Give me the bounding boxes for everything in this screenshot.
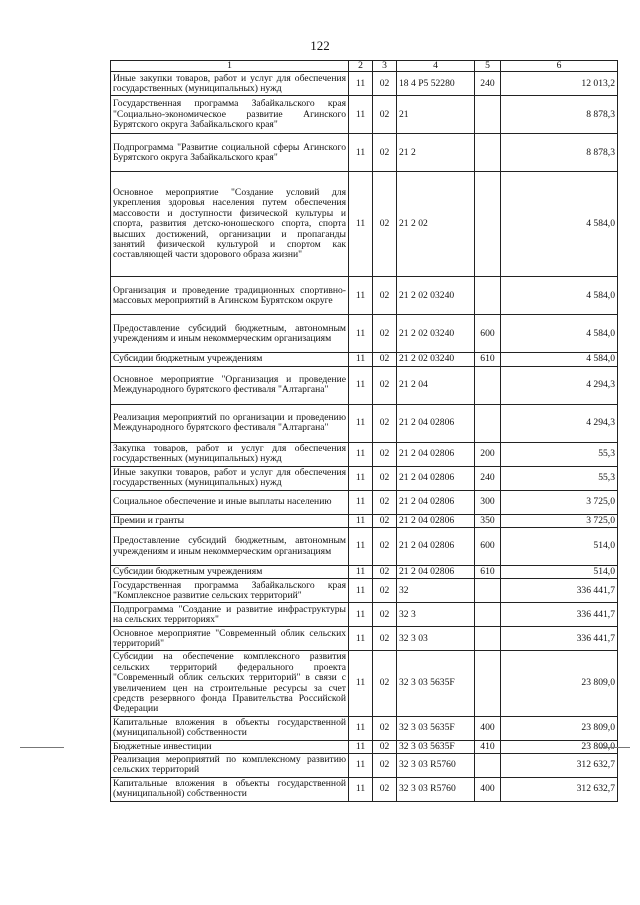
target-article-code: 21 2 02: [397, 172, 475, 277]
expense-type-code: [475, 134, 501, 172]
expense-type-code: [475, 172, 501, 277]
table-row: [111, 277, 618, 315]
table-row: [111, 96, 618, 134]
subsection-code: 02: [373, 603, 397, 627]
section-code: 11: [349, 651, 373, 716]
section-code: 11: [349, 753, 373, 777]
header-row: [111, 61, 618, 72]
amount: 12 013,2: [501, 72, 618, 96]
subsection-code: 02: [373, 716, 397, 740]
row-name: Подпрограмма "Создание и развитие инфраструктуры на сельских территориях": [111, 603, 349, 627]
amount: 336 441,7: [501, 603, 618, 627]
table-row: [111, 603, 618, 627]
table-row: [111, 514, 618, 527]
target-article-code: 21 2 02 03240: [397, 315, 475, 353]
amount: 4 584,0: [501, 277, 618, 315]
target-article-code: 21 2 04: [397, 366, 475, 404]
expense-type-code: 410: [475, 740, 501, 753]
target-article-code: 21 2 02 03240: [397, 353, 475, 366]
table-row: [111, 404, 618, 442]
amount: 312 632,7: [501, 753, 618, 777]
row-name: Реализация мероприятий по организации и проведению Международного бурятского фестиваля "Алтаргана": [111, 404, 349, 442]
section-code: 11: [349, 277, 373, 315]
subsection-code: 02: [373, 528, 397, 566]
section-code: 11: [349, 466, 373, 490]
budget-table: [110, 60, 618, 802]
expense-type-code: 600: [475, 315, 501, 353]
amount: 23 809,0: [501, 651, 618, 716]
subsection-code: 02: [373, 134, 397, 172]
section-code: 11: [349, 72, 373, 96]
target-article-code: 18 4 P5 52280: [397, 72, 475, 96]
amount: 4 584,0: [501, 353, 618, 366]
section-code: 11: [349, 566, 373, 579]
target-article-code: 21 2 04 02806: [397, 514, 475, 527]
subsection-code: 02: [373, 490, 397, 514]
subsection-code: 02: [373, 366, 397, 404]
subsection-code: 02: [373, 96, 397, 134]
table-row: [111, 490, 618, 514]
row-name: Организация и проведение традиционных спортивно-массовых мероприятий в Агинском Бурятском округе: [111, 277, 349, 315]
column-header: 1: [111, 61, 349, 72]
expense-type-code: 610: [475, 566, 501, 579]
section-code: 11: [349, 366, 373, 404]
section-code: 11: [349, 404, 373, 442]
column-header: 3: [373, 61, 397, 72]
target-article-code: 21 2 04 02806: [397, 466, 475, 490]
row-name: Субсидии бюджетным учреждениям: [111, 353, 349, 366]
section-code: 11: [349, 579, 373, 603]
subsection-code: 02: [373, 466, 397, 490]
amount: 55,3: [501, 466, 618, 490]
subsection-code: 02: [373, 651, 397, 716]
expense-type-code: 400: [475, 777, 501, 801]
margin-rule: [600, 747, 630, 748]
table-row: [111, 353, 618, 366]
table-row: [111, 651, 618, 716]
target-article-code: 21 2 04 02806: [397, 490, 475, 514]
column-header: 2: [349, 61, 373, 72]
expense-type-code: 400: [475, 716, 501, 740]
section-code: 11: [349, 134, 373, 172]
row-name: Предоставление субсидий бюджетным, автономным учреждениям и иным некоммерческим организациям: [111, 315, 349, 353]
section-code: 11: [349, 172, 373, 277]
row-name: Основное мероприятие "Организация и проведение Международного бурятского фестиваля "Алтаргана": [111, 366, 349, 404]
amount: 4 584,0: [501, 315, 618, 353]
section-code: 11: [349, 315, 373, 353]
subsection-code: 02: [373, 72, 397, 96]
amount: 3 725,0: [501, 514, 618, 527]
target-article-code: 21 2 04 02806: [397, 442, 475, 466]
row-name: Капитальные вложения в объекты государственной (муниципальной) собственности: [111, 716, 349, 740]
target-article-code: 21 2: [397, 134, 475, 172]
subsection-code: 02: [373, 514, 397, 527]
amount: 336 441,7: [501, 627, 618, 651]
row-name: Основное мероприятие "Современный облик сельских территорий": [111, 627, 349, 651]
expense-type-code: [475, 96, 501, 134]
amount: 23 809,0: [501, 740, 618, 753]
amount: 514,0: [501, 528, 618, 566]
section-code: 11: [349, 442, 373, 466]
table-row: [111, 72, 618, 96]
amount: 23 809,0: [501, 716, 618, 740]
section-code: 11: [349, 514, 373, 527]
subsection-code: 02: [373, 277, 397, 315]
subsection-code: 02: [373, 777, 397, 801]
amount: 8 878,3: [501, 134, 618, 172]
row-name: Иные закупки товаров, работ и услуг для обеспечения государственных (муниципальных) нужд: [111, 72, 349, 96]
page-number: 122: [310, 38, 330, 53]
expense-type-code: [475, 366, 501, 404]
expense-type-code: 300: [475, 490, 501, 514]
expense-type-code: [475, 753, 501, 777]
section-code: 11: [349, 777, 373, 801]
amount: 312 632,7: [501, 777, 618, 801]
expense-type-code: [475, 651, 501, 716]
expense-type-code: 350: [475, 514, 501, 527]
table-row: [111, 134, 618, 172]
target-article-code: 32 3 03: [397, 627, 475, 651]
section-code: 11: [349, 603, 373, 627]
table-row: [111, 528, 618, 566]
expense-type-code: 240: [475, 72, 501, 96]
section-code: 11: [349, 528, 373, 566]
expense-type-code: [475, 277, 501, 315]
row-name: Субсидии на обеспечение комплексного развития сельских территорий федерального проекта "Современный облик сельских территорий" в связи с увеличением цен на строительные ресурсы за счет средств резервного фонда Правительства Российской Федерации: [111, 651, 349, 716]
subsection-code: 02: [373, 753, 397, 777]
row-name: Премии и гранты: [111, 514, 349, 527]
column-header: 5: [475, 61, 501, 72]
row-name: Социальное обеспечение и иные выплаты населению: [111, 490, 349, 514]
subsection-code: 02: [373, 442, 397, 466]
target-article-code: 21: [397, 96, 475, 134]
section-code: 11: [349, 627, 373, 651]
amount: 336 441,7: [501, 579, 618, 603]
margin-rule: [20, 747, 64, 748]
column-header: 6: [501, 61, 618, 72]
expense-type-code: 200: [475, 442, 501, 466]
table-row: [111, 315, 618, 353]
table-row: [111, 777, 618, 801]
table-row: [111, 579, 618, 603]
target-article-code: 32 3: [397, 603, 475, 627]
section-code: 11: [349, 96, 373, 134]
expense-type-code: 610: [475, 353, 501, 366]
row-name: Государственная программа Забайкальского края "Социально-экономическое развитие Агинского Бурятского округа Забайкальского края": [111, 96, 349, 134]
table-row: [111, 442, 618, 466]
row-name: Реализация мероприятий по комплексному развитию сельских территорий: [111, 753, 349, 777]
row-name: Основное мероприятие "Создание условий для укрепления здоровья населения путем обеспечения массовости и доступности физической культуры и спорта, развития детско-юношеского спорта, спорта высших достижений, организации и пропаганды занятий физической культурой и спортом как составляющей части здорового образа жизни": [111, 172, 349, 277]
amount: 4 584,0: [501, 172, 618, 277]
subsection-code: 02: [373, 315, 397, 353]
target-article-code: 32 3 03 R5760: [397, 753, 475, 777]
subsection-code: 02: [373, 579, 397, 603]
target-article-code: 21 2 04 02806: [397, 404, 475, 442]
table-row: [111, 740, 618, 753]
row-name: Предоставление субсидий бюджетным, автономным учреждениям и иным некоммерческим организациям: [111, 528, 349, 566]
subsection-code: 02: [373, 627, 397, 651]
table-row: [111, 753, 618, 777]
amount: 4 294,3: [501, 404, 618, 442]
row-name: Бюджетные инвестиции: [111, 740, 349, 753]
target-article-code: 21 2 02 03240: [397, 277, 475, 315]
subsection-code: 02: [373, 404, 397, 442]
target-article-code: 32: [397, 579, 475, 603]
table-row: [111, 466, 618, 490]
table-row: [111, 366, 618, 404]
table-row: [111, 716, 618, 740]
subsection-code: 02: [373, 740, 397, 753]
expense-type-code: [475, 627, 501, 651]
row-name: Иные закупки товаров, работ и услуг для обеспечения государственных (муниципальных) нужд: [111, 466, 349, 490]
row-name: Подпрограмма "Развитие социальной сферы Агинского Бурятского округа Забайкальского края": [111, 134, 349, 172]
amount: 3 725,0: [501, 490, 618, 514]
subsection-code: 02: [373, 172, 397, 277]
target-article-code: 21 2 04 02806: [397, 566, 475, 579]
expense-type-code: [475, 579, 501, 603]
subsection-code: 02: [373, 566, 397, 579]
amount: 55,3: [501, 442, 618, 466]
target-article-code: 21 2 04 02806: [397, 528, 475, 566]
section-code: 11: [349, 716, 373, 740]
table-row: [111, 566, 618, 579]
table-row: [111, 172, 618, 277]
expense-type-code: [475, 404, 501, 442]
expense-type-code: 240: [475, 466, 501, 490]
row-name: Капитальные вложения в объекты государственной (муниципальной) собственности: [111, 777, 349, 801]
section-code: 11: [349, 740, 373, 753]
expense-type-code: 600: [475, 528, 501, 566]
section-code: 11: [349, 353, 373, 366]
target-article-code: 32 3 03 R5760: [397, 777, 475, 801]
section-code: 11: [349, 490, 373, 514]
expense-type-code: [475, 603, 501, 627]
row-name: Государственная программа Забайкальского края "Комплексное развитие сельских территорий": [111, 579, 349, 603]
target-article-code: 32 3 03 5635F: [397, 740, 475, 753]
subsection-code: 02: [373, 353, 397, 366]
amount: 514,0: [501, 566, 618, 579]
amount: 8 878,3: [501, 96, 618, 134]
target-article-code: 32 3 03 5635F: [397, 651, 475, 716]
row-name: Закупка товаров, работ и услуг для обеспечения государственных (муниципальных) нужд: [111, 442, 349, 466]
target-article-code: 32 3 03 5635F: [397, 716, 475, 740]
amount: 4 294,3: [501, 366, 618, 404]
row-name: Субсидии бюджетным учреждениям: [111, 566, 349, 579]
column-header: 4: [397, 61, 475, 72]
table-row: [111, 627, 618, 651]
